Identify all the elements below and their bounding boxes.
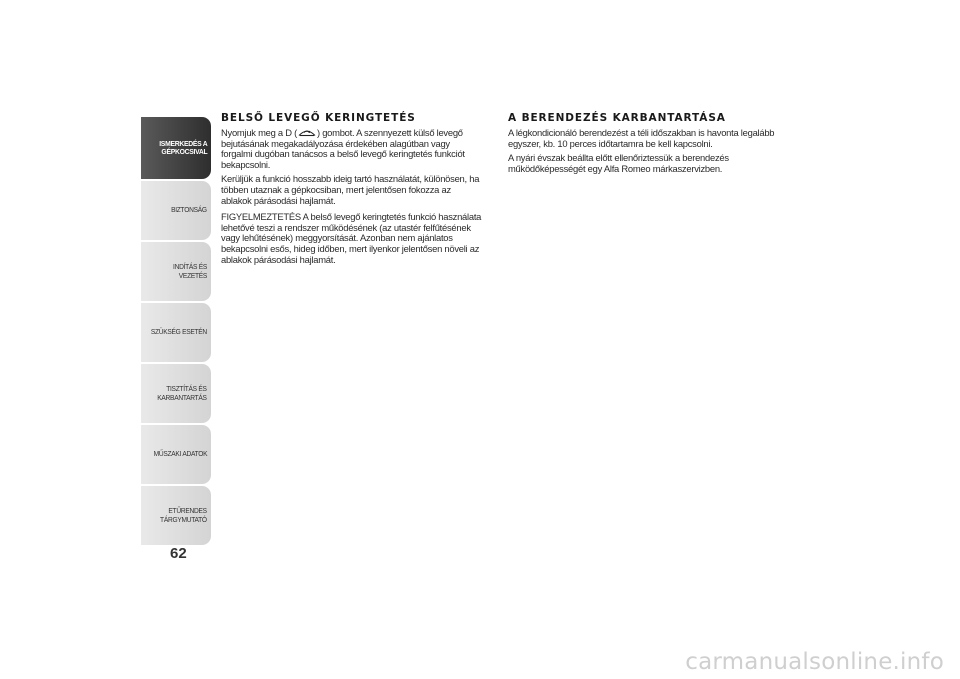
tab-label: BIZTONSÁG xyxy=(171,205,207,215)
watermark: carmanualsonline.info xyxy=(685,649,944,675)
paragraph: Kerüljük a funkció hosszabb ideig tartó használatát, különösen, ha többen utaznak a gépkocsiban, mert jelentősen fokozza az ablakok párásodási hajlamát. xyxy=(221,173,480,206)
tab-szukseg-eseten[interactable] xyxy=(141,303,211,362)
tab-muszaki-adatok[interactable] xyxy=(141,425,211,484)
page-number: 62 xyxy=(170,545,187,562)
tab-label: SZÜKSÉG ESETÉN xyxy=(150,327,207,337)
paragraph xyxy=(221,128,483,170)
section-maintenance xyxy=(508,112,778,178)
tab-inditas-es-vezetes[interactable] xyxy=(141,242,211,301)
paragraph-text: Nyomjuk meg a D ( xyxy=(221,127,297,138)
tab-label: INDÍTÁS ÉS VEZETÉS xyxy=(173,262,207,280)
tab-biztonsag[interactable] xyxy=(141,181,211,240)
tab-tisztitas-es-karbantartas[interactable] xyxy=(141,364,211,423)
warning-paragraph: FIGYELMEZTETÉS A belső levegő keringtetés funkció használata lehetővé teszi a rendszer működésének (az utastér felfűtésének vagy lehűtésének) meggyorsítását. Azonban nem ajánlatos bekapcsolni esős, hideg időben, mert ilyenkor jelentősen növeli az ablakok párásodási hajlamát. xyxy=(221,211,482,265)
paragraph-text: ) gombot. A szennyezett külső levegő bejutásának megakadályozása érdekében alagútban vagy forgalmi dugóban tanácsos a belső levegő keringtetés funkciót bekapcsolni. xyxy=(221,127,465,170)
paragraph: A légkondicionáló berendezést a téli időszakban is havonta legalább egyszer, kb. 10 perces időtartamra be kell kapcsolni. xyxy=(508,127,775,149)
paragraph: A nyári évszak beállta előtt ellenőriztessük a berendezés működőképességét egy Alfa Romeo márkaszervizben. xyxy=(508,152,729,174)
chapter-sidebar xyxy=(141,117,211,547)
tab-label: TISZTÍTÁS ÉS KARBANTARTÁS xyxy=(157,384,207,402)
tab-label: ETŰRENDES TÁRGYMUTATÓ xyxy=(160,506,207,524)
tab-ismerkedes[interactable] xyxy=(141,117,211,179)
recirculation-icon xyxy=(297,128,317,137)
tab-label: ISMERKEDÉS A GÉPKOCSIVAL xyxy=(158,138,207,156)
section-recirculation xyxy=(221,112,483,269)
tab-betrendes-targymutato[interactable] xyxy=(141,486,211,545)
tab-label: MŰSZAKI ADATOK xyxy=(153,449,207,459)
section-heading: A BERENDEZÉS KARBANTARTÁSA xyxy=(508,112,726,124)
section-heading: BELSŐ LEVEGŐ KERINGTETÉS xyxy=(221,112,416,124)
